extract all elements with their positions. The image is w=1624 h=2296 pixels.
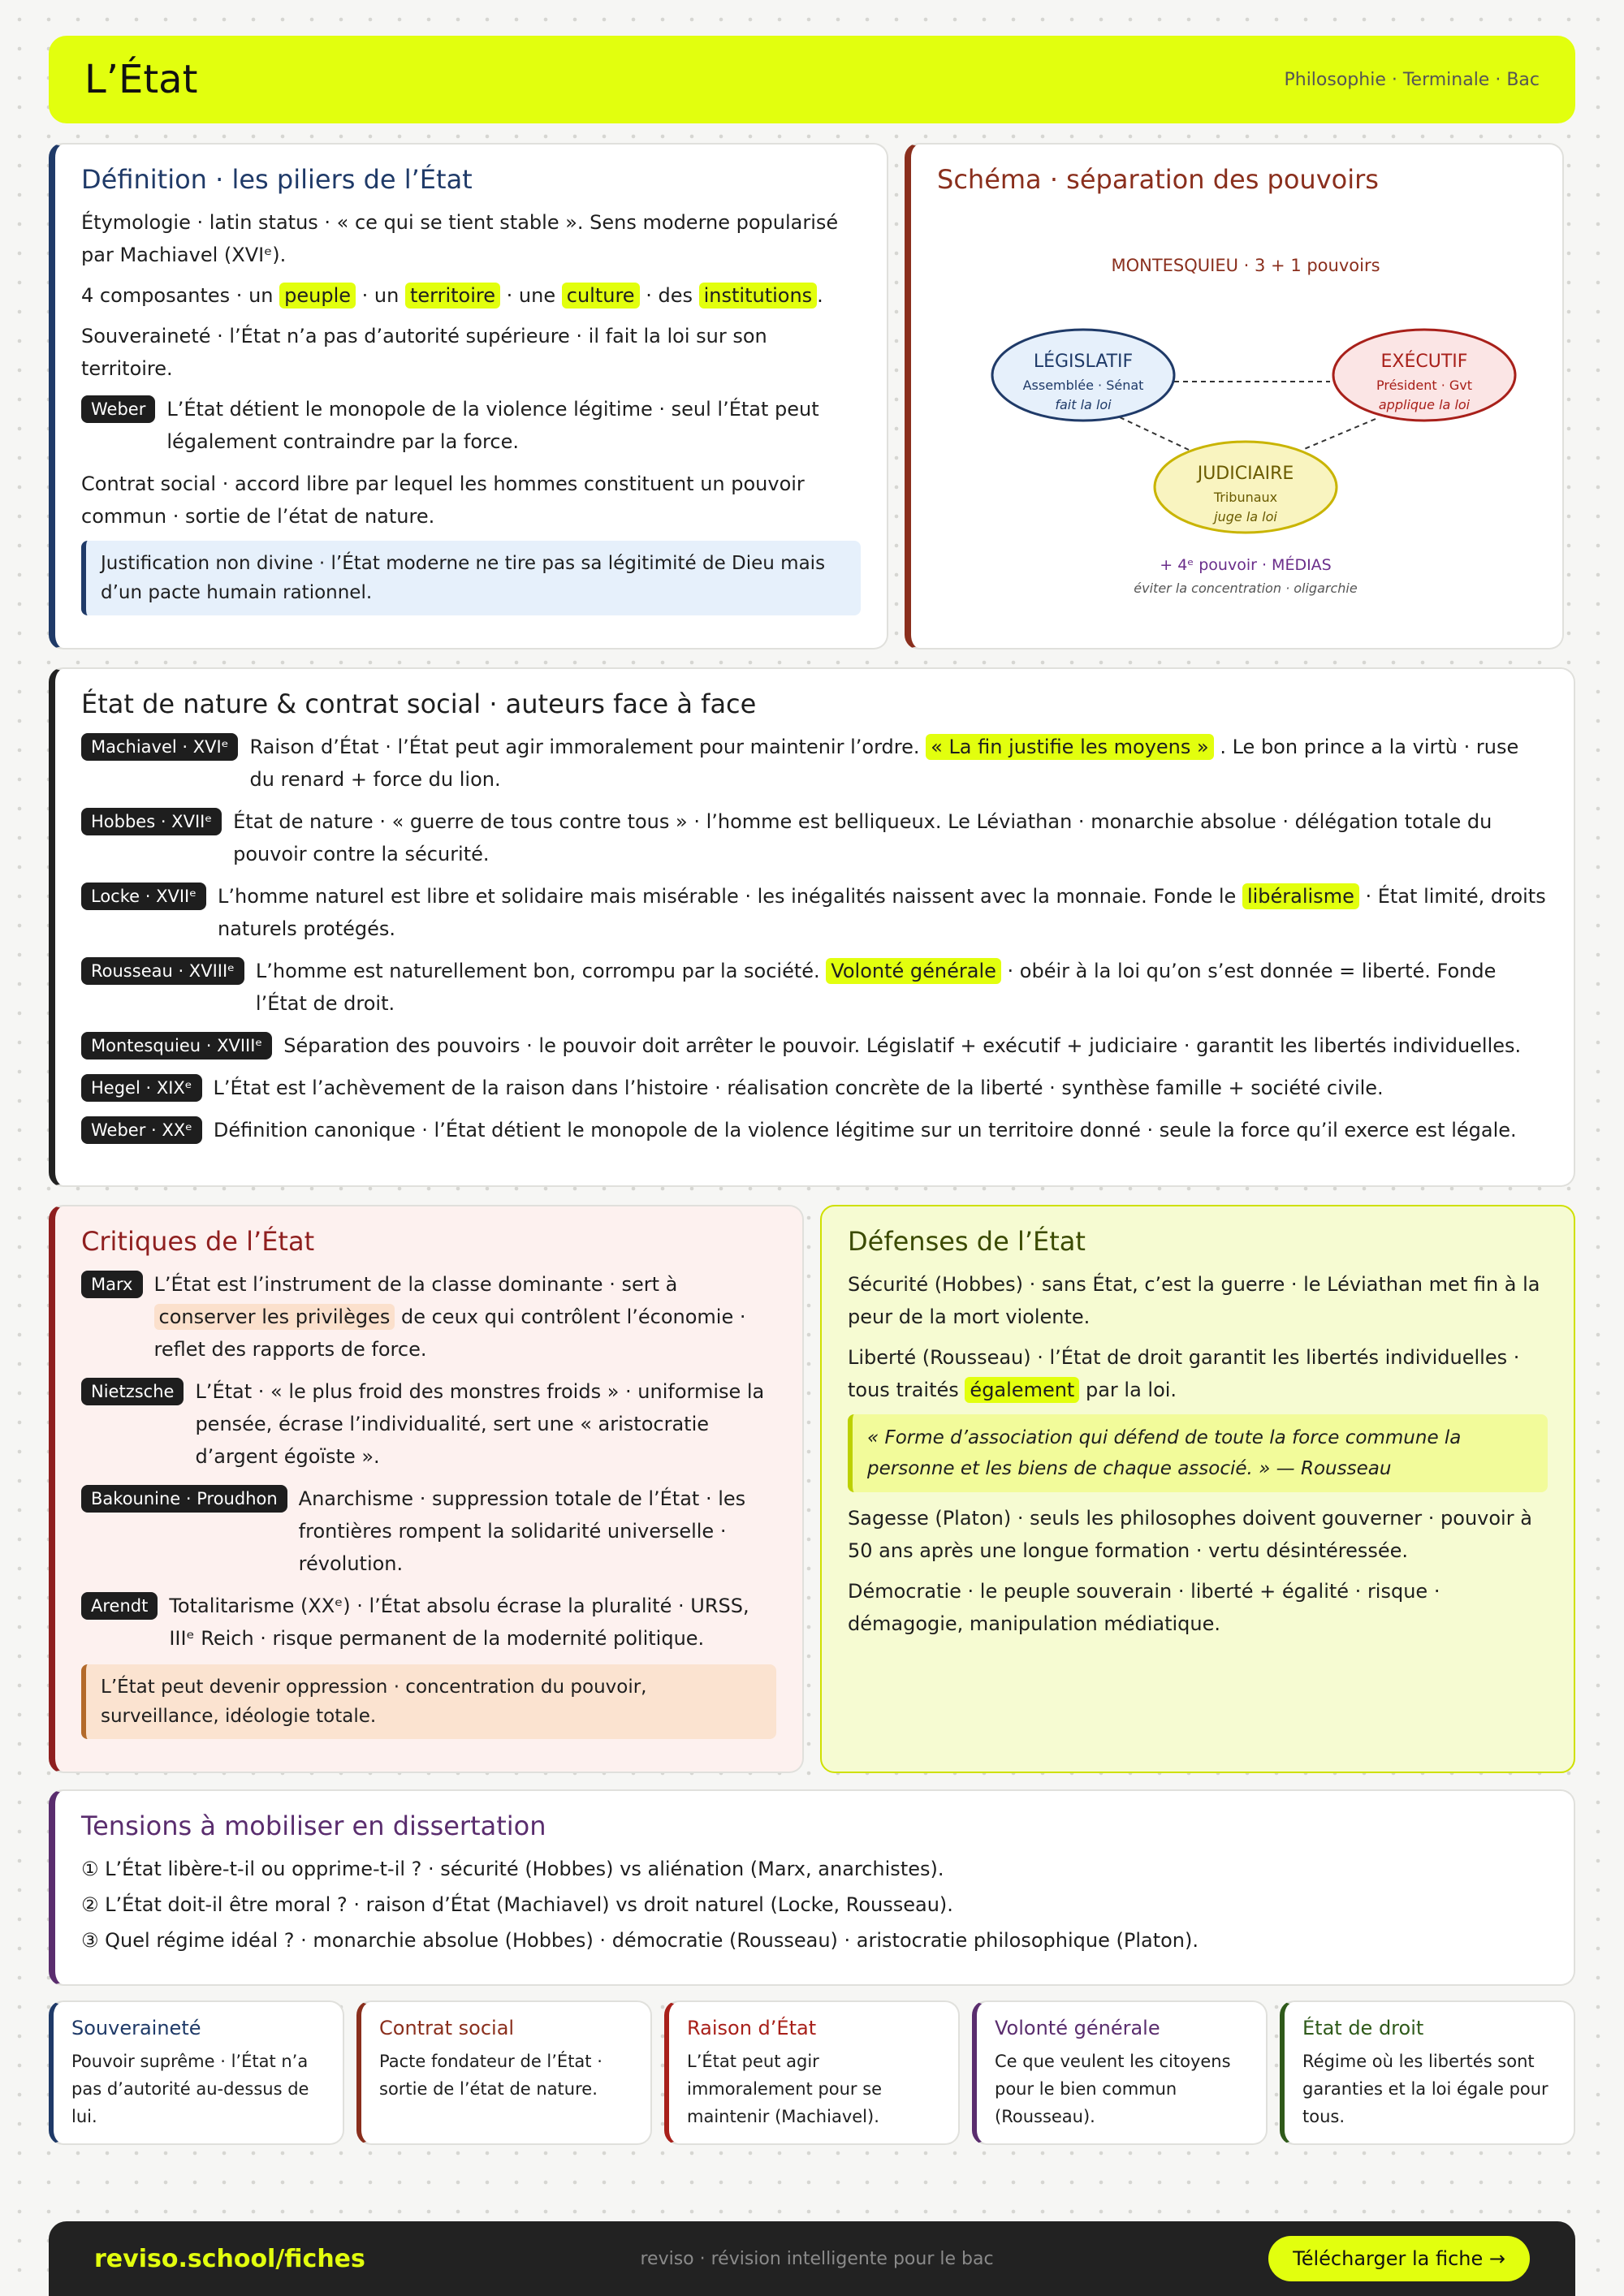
authors-text: Définition canonique · l’État détient le monopole de la violence légitime sur un territoire donné · seule la force qu’il exerce est légale. [213, 1119, 1517, 1142]
executif-line1: Président · Gvt [1376, 378, 1473, 393]
definition-card [49, 143, 888, 650]
rousseau-quote: « Forme d’association qui défend de toute la force commune la personne et les biens de chaque associé. » — Rousseau [848, 1414, 1548, 1492]
glossary-definition: L’État peut agir immoralement pour se maintenir (Machiavel). [687, 2052, 883, 2126]
component-institutions: institutions [699, 283, 818, 309]
critiques-tag: Arendt [81, 1592, 158, 1620]
security-text: Sécurité (Hobbes) · sans État, c’est la guerre · le Léviathan met fin à la peur de la mort violente. [848, 1273, 1540, 1328]
critiques-text: L’État · « le plus froid des monstres froids » · uniformise la pensée, écrase l’individualité, sert une « aristocratie d’argent égoïste ». [195, 1380, 765, 1468]
tension-item: ① L’État libère-t-il ou opprime-t-il ? · sécurité (Hobbes) vs aliénation (Marx, anarchistes). [81, 1858, 944, 1880]
components-text: 4 composantes · un peuple · un territoire · une culture · des institutions . [81, 284, 823, 307]
authors-highlight: libéralisme [1242, 883, 1359, 909]
glossary-card [1280, 2000, 1575, 2145]
definition-note: Justification non divine · l’État moderne ne tire pas sa légitimité de Dieu mais d’un pacte humain rationnel. [81, 541, 861, 615]
authors-text: L’État est l’achèvement de la raison dans l’histoire · réalisation concrète de la liberté · synthèse famille + société civile. [213, 1077, 1384, 1099]
glossary-term: Contrat social [379, 2017, 515, 2039]
component-territoire: territoire [405, 283, 500, 309]
authors-row [81, 731, 1548, 796]
authors-text: L’homme est naturellement bon, corrompu par la société. Volonté générale · obéir à la loi qu’on s’est donnée = liberté. Fonde l’État de droit. [255, 960, 1497, 1015]
tensions-list [81, 1853, 1548, 1957]
critiques-row [81, 1482, 776, 1580]
schema-subtitle: MONTESQUIEU · 3 + 1 pouvoirs [1111, 256, 1380, 275]
page-title: L’État [84, 57, 198, 102]
glossary-term: État de droit [1302, 2017, 1424, 2039]
critiques-highlight: conserver les privilèges [154, 1304, 395, 1330]
authors-tag: Weber · XXᵉ [81, 1116, 202, 1144]
authors-row [81, 1114, 1548, 1146]
authors-text: Séparation des pouvoirs · le pouvoir doit arrêter le pouvoir. Législatif + exécutif + judiciaire · garantit les libertés individuelles. [283, 1034, 1522, 1057]
critiques-card [49, 1205, 804, 1773]
glossary-term: Volonté générale [995, 2017, 1160, 2039]
legislatif-label: LÉGISLATIF [1033, 352, 1134, 372]
critiques-row [81, 1268, 776, 1366]
component-culture: culture [562, 283, 640, 309]
authors-tag: Machiavel · XVIᵉ [81, 733, 238, 761]
authors-row [81, 880, 1548, 945]
judiciaire-line2: juge la loi [1214, 509, 1277, 524]
glossary-card [664, 2000, 960, 2145]
authors-tag: Montesquieu · XVIIIᵉ [81, 1032, 272, 1060]
definition-title: Définition · les piliers de l’État [81, 164, 473, 195]
weber-tag: Weber [81, 395, 155, 423]
critiques-text: Anarchisme · suppression totale de l’État · les frontières rompent la solidarité universelle · révolution. [298, 1487, 746, 1575]
authors-list [81, 731, 1548, 1146]
authors-row [81, 1072, 1548, 1104]
critiques-text: L’État est l’instrument de la classe dominante · sert à conserver les privilèges de ceux qui contrôlent l’économie · reflet des rapports de force. [153, 1273, 746, 1361]
tensions-card [49, 1789, 1575, 1986]
glossary-term: Raison d’État [687, 2017, 817, 2039]
critiques-row [81, 1590, 776, 1655]
fourth-power: + 4ᵉ pouvoir · MÉDIAS [1160, 556, 1332, 574]
connector-leg-jud [1120, 417, 1189, 450]
download-button[interactable]: Télécharger la fiche → [1268, 2236, 1530, 2281]
sovereignty-text: Souveraineté · l’État n’a pas d’autorité supérieure · il fait la loi sur son territoire. [81, 325, 767, 380]
powers-diagram [937, 206, 1538, 612]
critiques-note: L’État peut devenir oppression · concentration du pouvoir, surveillance, idéologie totale. [81, 1664, 776, 1739]
glossary-card [49, 2000, 344, 2145]
glossary-definition: Pacte fondateur de l’État · sortie de l’état de nature. [379, 2052, 603, 2099]
critiques-tag: Bakounine · Proudhon [81, 1485, 287, 1513]
tensions-title: Tensions à mobiliser en dissertation [81, 1810, 546, 1841]
fourth-power-note: éviter la concentration · oligarchie [1134, 580, 1358, 596]
page-header [49, 36, 1575, 123]
critiques-title: Critiques de l’État [81, 1226, 315, 1257]
authors-tag: Locke · XVIIᵉ [81, 883, 206, 910]
defenses-title: Défenses de l’État [848, 1226, 1086, 1257]
glossary-definition: Pouvoir suprême · l’État n’a pas d’autorité au-dessus de lui. [71, 2052, 309, 2126]
etymology-text: Étymologie · latin status · « ce qui se tient stable ». Sens moderne popularisé par Machiavel (XVIᵉ). [81, 211, 839, 266]
schema-title: Schéma · séparation des pouvoirs [937, 164, 1379, 195]
component-peuple: peuple [279, 283, 356, 309]
authors-tag: Hobbes · XVIIᵉ [81, 808, 222, 835]
wisdom-text: Sagesse (Platon) · seuls les philosophes doivent gouverner · pouvoir à 50 ans après une longue formation · vertu désintéressée. [848, 1507, 1532, 1562]
critiques-row [81, 1375, 776, 1473]
liberty-text: Liberté (Rousseau) · l’État de droit garantit les libertés individuelles · tous traités également par la loi. [848, 1346, 1520, 1401]
authors-title: État de nature & contrat social · auteurs face à face [81, 688, 757, 719]
authors-row [81, 805, 1548, 870]
weber-row [81, 393, 861, 458]
critiques-list [81, 1268, 776, 1655]
glossary-card [972, 2000, 1268, 2145]
authors-row [81, 955, 1548, 1020]
footer-slogan: reviso · révision intelligente pour le bac [640, 2248, 994, 2269]
authors-tag: Hegel · XIXᵉ [81, 1074, 202, 1102]
authors-highlight: « La fin justifie les moyens » [926, 734, 1214, 760]
tension-item: ② L’État doit-il être moral ? · raison d’État (Machiavel) vs droit naturel (Locke, Rousseau). [81, 1893, 953, 1916]
critiques-text: Totalitarisme (XXᵉ) · l’État absolu écrase la pluralité · URSS, IIIᵉ Reich · risque permanent de la modernité politique. [169, 1595, 749, 1650]
schema-card [905, 143, 1564, 650]
weber-text: L’État détient le monopole de la violence légitime · seul l’État peut légalement contraindre par la force. [166, 398, 819, 453]
executif-label: EXÉCUTIF [1380, 352, 1468, 372]
legislatif-line1: Assemblée · Sénat [1022, 378, 1144, 393]
glossary-definition: Régime où les libertés sont garanties et la loi égale pour tous. [1302, 2052, 1548, 2126]
executif-line2: applique la loi [1378, 397, 1471, 412]
page-tagline: Philosophie · Terminale · Bac [1284, 69, 1540, 90]
authors-tag: Rousseau · XVIIIᵉ [81, 957, 244, 985]
glossary-term: Souveraineté [71, 2017, 201, 2039]
connector-exe-jud [1302, 419, 1376, 450]
defenses-card [820, 1205, 1575, 1773]
authors-row [81, 1029, 1548, 1062]
authors-text: Raison d’État · l’État peut agir immoralement pour maintenir l’ordre. « La fin justifie les moyens » . Le bon prince a la virtù · ruse du renard + force du lion. [249, 736, 1519, 791]
democracy-text: Démocratie · le peuple souverain · liberté + égalité · risque · démagogie, manipulation médiatique. [848, 1580, 1440, 1635]
glossary-card [356, 2000, 652, 2145]
glossary-definition: Ce que veulent les citoyens pour le bien commun (Rousseau). [995, 2052, 1231, 2126]
judiciaire-line1: Tribunaux [1213, 490, 1278, 505]
footer-brand-link[interactable]: reviso.school/fiches [94, 2244, 365, 2273]
authors-highlight: Volonté générale [826, 958, 1001, 984]
critiques-tag: Nietzsche [81, 1378, 184, 1405]
contract-text: Contrat social · accord libre par lequel les hommes constituent un pouvoir commun · sortie de l’état de nature. [81, 473, 805, 528]
legislatif-line2: fait la loi [1055, 397, 1112, 412]
authors-card [49, 667, 1575, 1187]
tension-item: ③ Quel régime idéal ? · monarchie absolue (Hobbes) · démocratie (Rousseau) · aristocratie philosophique (Platon). [81, 1929, 1199, 1952]
critiques-tag: Marx [81, 1271, 143, 1298]
judiciaire-label: JUDICIAIRE [1197, 464, 1294, 484]
liberty-highlight: également [965, 1377, 1079, 1403]
authors-text: L’homme naturel est libre et solidaire mais misérable · les inégalités naissent avec la monnaie. Fonde le libéralisme · État limité, droits naturels protégés. [217, 885, 1546, 940]
authors-text: État de nature · « guerre de tous contre tous » · l’homme est belliqueux. Le Léviathan · monarchie absolue · délégation totale du pouvoir contre la sécurité. [233, 810, 1492, 865]
page-footer [49, 2221, 1575, 2296]
